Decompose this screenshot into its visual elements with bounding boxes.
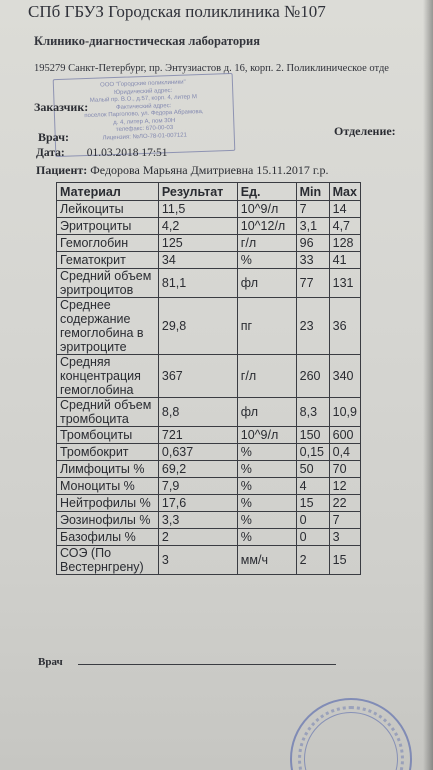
table-cell: 81,1: [158, 269, 237, 298]
table-cell: %: [237, 252, 296, 269]
table-cell: 15: [329, 546, 360, 575]
table-header-row: [57, 183, 361, 201]
table-cell: СОЭ (По Вестернгрену): [57, 546, 159, 575]
page-edge-shadow: [423, 0, 433, 770]
table-cell: 0,637: [158, 444, 237, 461]
stamp-line: Юридический адрес:: [113, 87, 173, 96]
table-row: [57, 298, 361, 355]
table-cell: 3: [158, 546, 237, 575]
table-cell: 8,3: [296, 398, 329, 427]
table-cell: 10^9/л: [237, 427, 296, 444]
table-cell: 50: [296, 461, 329, 478]
table-row: [57, 512, 361, 529]
clinic-address: 195279 Санкт-Петербург, пр. Энтузиастов д. 16, корп. 2. Поликлиническое отде: [34, 63, 389, 74]
table-cell: Средний объем тромбоцита: [57, 398, 159, 427]
table-row: [57, 546, 361, 575]
table-cell: Лейкоциты: [57, 201, 159, 218]
table-cell: Тромбоциты: [57, 427, 159, 444]
table-cell: 22: [329, 495, 360, 512]
signature-line: [78, 664, 336, 665]
table-cell: 2: [296, 546, 329, 575]
table-cell: 15: [296, 495, 329, 512]
table-row: [57, 478, 361, 495]
table-cell: 96: [296, 235, 329, 252]
table-cell: Тромбокрит: [57, 444, 159, 461]
table-cell: %: [237, 461, 296, 478]
table-cell: 4,7: [329, 218, 360, 235]
table-row: [57, 398, 361, 427]
table-cell: 128: [329, 235, 360, 252]
table-cell: 7: [329, 512, 360, 529]
table-cell: 69,2: [158, 461, 237, 478]
table-cell: 4: [296, 478, 329, 495]
date-value: 01.03.2018 17:51: [86, 147, 168, 159]
table-row: [57, 461, 361, 478]
footer-doctor-label: Врач: [38, 656, 63, 668]
table-row: [57, 252, 361, 269]
stamp-line: Малый пр. В.О., д.57, корп. 4, литер М: [89, 94, 198, 104]
stamp-line: телефакс: 670-00-03: [115, 124, 174, 133]
table-cell: 367: [158, 355, 237, 398]
round-seal: [290, 698, 412, 770]
table-cell: Средняя концентрация гемоглобина: [57, 355, 159, 398]
table-cell: 4,2: [158, 218, 237, 235]
table-cell: 260: [296, 355, 329, 398]
customer-label: Заказчик:: [34, 100, 89, 114]
table-row: [57, 218, 361, 235]
stamp-line: Лицензия: №ЛО-78-01-007121: [102, 132, 188, 141]
table-row: [57, 201, 361, 218]
table-cell: 0,15: [296, 444, 329, 461]
table-row: [57, 444, 361, 461]
table-cell: 131: [329, 269, 360, 298]
table-cell: 8,8: [158, 398, 237, 427]
table-cell: 340: [329, 355, 360, 398]
table-cell: Гемоглобин: [57, 235, 159, 252]
column-header: Материал: [57, 183, 159, 201]
table-row: [57, 235, 361, 252]
table-cell: 7,9: [158, 478, 237, 495]
table-row: [57, 269, 361, 298]
table-cell: 41: [329, 252, 360, 269]
column-header: Min: [296, 183, 329, 201]
table-cell: %: [237, 529, 296, 546]
table-cell: %: [237, 495, 296, 512]
stamp-line: д. 4, литер А, пом 30Н: [113, 117, 176, 126]
table-cell: 17,6: [158, 495, 237, 512]
table-cell: мм/ч: [237, 546, 296, 575]
table-cell: Нейтрофилы %: [57, 495, 159, 512]
table-cell: Средний объем эритроцитов: [57, 269, 159, 298]
table-cell: г/л: [237, 235, 296, 252]
table-cell: 11,5: [158, 201, 237, 218]
table-cell: Эритроциты: [57, 218, 159, 235]
table-cell: 10,9: [329, 398, 360, 427]
column-header: Ед.: [237, 183, 296, 201]
stamp-line: ООО "Городские поликлиники": [100, 79, 186, 89]
table-row: [57, 495, 361, 512]
table-cell: 125: [158, 235, 237, 252]
column-header: Результат: [158, 183, 237, 201]
organization-stamp: [53, 73, 236, 157]
table-cell: г/л: [237, 355, 296, 398]
table-cell: пг: [237, 298, 296, 355]
table-cell: 2: [158, 529, 237, 546]
table-row: [57, 529, 361, 546]
table-cell: фл: [237, 398, 296, 427]
table-cell: 23: [296, 298, 329, 355]
table-row: [57, 355, 361, 398]
table-cell: 3,1: [296, 218, 329, 235]
table-cell: 29,8: [158, 298, 237, 355]
stamp-line: Фактический адрес:: [115, 102, 172, 111]
table-cell: 150: [296, 427, 329, 444]
table-cell: Лимфоциты %: [57, 461, 159, 478]
table-cell: 12: [329, 478, 360, 495]
table-cell: Гематокрит: [57, 252, 159, 269]
table-cell: %: [237, 478, 296, 495]
table-cell: 721: [158, 427, 237, 444]
table-cell: 3,3: [158, 512, 237, 529]
table-cell: Моноциты %: [57, 478, 159, 495]
table-cell: 70: [329, 461, 360, 478]
table-cell: 0: [296, 529, 329, 546]
table-cell: %: [237, 512, 296, 529]
lab-name: Клинико-диагностическая лаборатория: [34, 34, 260, 48]
table-cell: 36: [329, 298, 360, 355]
table-cell: 10^9/л: [237, 201, 296, 218]
date-label: Дата:: [36, 147, 65, 159]
table-cell: 3: [329, 529, 360, 546]
patient-label: Пациент:: [36, 163, 88, 177]
table-cell: 0: [296, 512, 329, 529]
column-header: Max: [329, 183, 360, 201]
department-label: Отделение:: [334, 124, 396, 138]
patient-value: Федорова Марьяна Дмитриевна 15.11.2017 г.р.: [90, 163, 329, 177]
results-table: [56, 182, 361, 575]
table-cell: Среднее содержание гемоглобина в эритроците: [57, 298, 159, 355]
table-cell: Базофилы %: [57, 529, 159, 546]
stamp-line: поселок Парголово, ул. Федора Абрамова,: [84, 108, 204, 120]
table-cell: фл: [237, 269, 296, 298]
table-cell: 10^12/л: [237, 218, 296, 235]
table-cell: 0,4: [329, 444, 360, 461]
table-row: [57, 427, 361, 444]
date-line: [36, 147, 168, 159]
table-cell: 14: [329, 201, 360, 218]
table-cell: 7: [296, 201, 329, 218]
patient-line: [36, 163, 329, 178]
table-cell: 34: [158, 252, 237, 269]
table-cell: 77: [296, 269, 329, 298]
doctor-label: Врач:: [38, 130, 69, 144]
table-cell: %: [237, 444, 296, 461]
table-cell: 33: [296, 252, 329, 269]
clinic-title: СПб ГБУЗ Городская поликлиника №107: [28, 2, 326, 21]
table-cell: Эозинофилы %: [57, 512, 159, 529]
table-cell: 600: [329, 427, 360, 444]
